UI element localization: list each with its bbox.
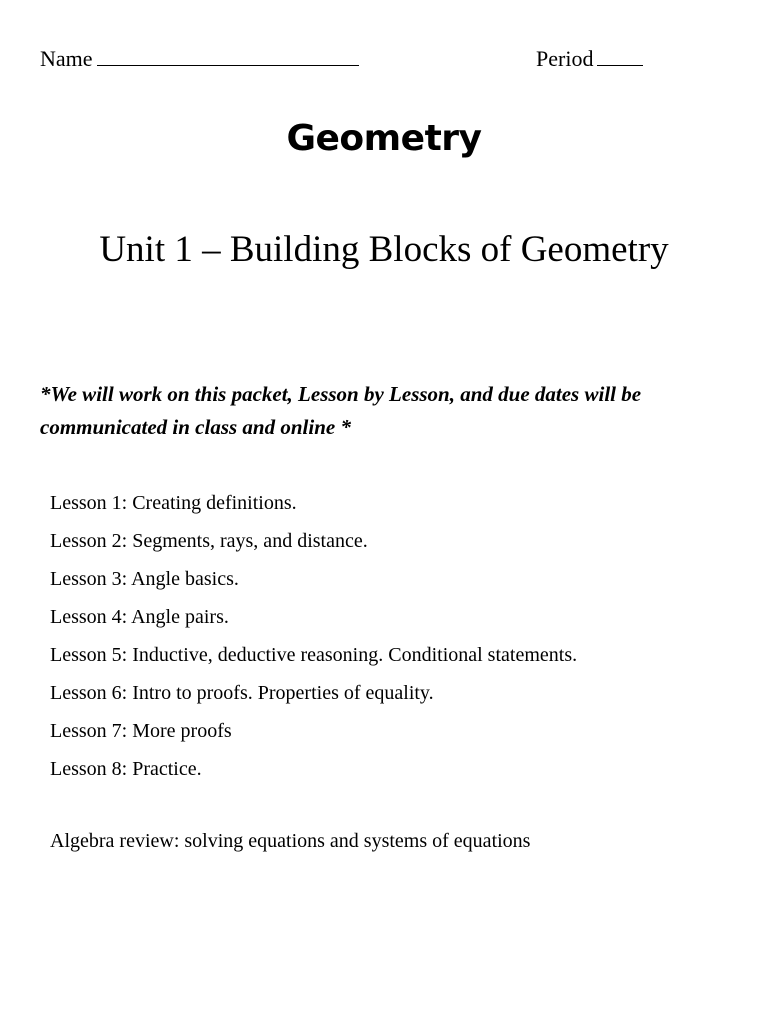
algebra-review: Algebra review: solving equations and systems of equations — [50, 830, 531, 852]
unit-title: Unit 1 – Building Blocks of Geometry — [99, 229, 669, 270]
name-field — [40, 46, 359, 72]
lesson-item: Lesson 1: Creating definitions. — [50, 492, 297, 514]
header-row — [40, 46, 728, 78]
lesson-item: Lesson 7: More proofs — [50, 720, 232, 742]
lesson-item: Lesson 5: Inductive, deductive reasoning. Conditional statements. — [50, 644, 578, 666]
document-title: Geometry — [286, 118, 482, 159]
name-blank-line — [97, 47, 359, 66]
lesson-item: Lesson 6: Intro to proofs. Properties of equality. — [50, 682, 434, 704]
lesson-item: Lesson 3: Angle basics. — [50, 568, 239, 590]
lesson-item: Lesson 4: Angle pairs. — [50, 606, 229, 628]
name-label: Name — [40, 46, 93, 71]
lesson-list — [50, 488, 577, 792]
period-field — [536, 46, 643, 72]
lesson-item: Lesson 2: Segments, rays, and distance. — [50, 530, 368, 552]
lesson-item: Lesson 8: Practice. — [50, 758, 202, 780]
period-label: Period — [536, 46, 594, 71]
packet-note: *We will work on this packet, Lesson by Lesson, and due dates will be communicated in class and online * — [40, 382, 642, 439]
period-blank-line — [597, 47, 643, 66]
